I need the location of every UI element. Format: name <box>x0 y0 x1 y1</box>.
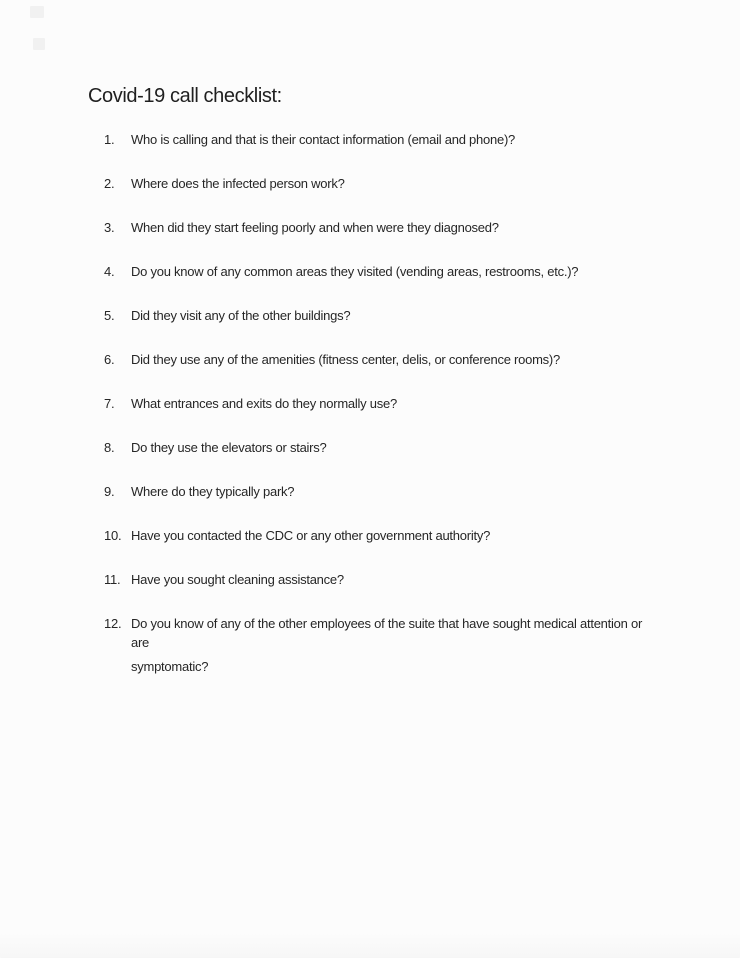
item-number: 3. <box>104 220 115 235</box>
scan-artifact <box>33 38 45 50</box>
item-text: Where does the infected person work? <box>131 176 345 191</box>
item-text: Where do they typically park? <box>131 484 295 499</box>
checklist-item <box>104 438 649 457</box>
checklist <box>104 130 649 701</box>
item-number: 6. <box>104 352 115 367</box>
item-number: 12. <box>104 616 122 631</box>
checklist-item <box>104 570 649 589</box>
item-number: 1. <box>104 132 115 147</box>
checklist-item <box>104 482 649 501</box>
scan-artifact <box>30 6 44 18</box>
item-number: 9. <box>104 484 115 499</box>
page-title: Covid-19 call checklist: <box>88 85 282 107</box>
checklist-item <box>104 174 649 193</box>
item-text: Did they visit any of the other buildings? <box>131 308 351 323</box>
item-number: 10. <box>104 528 122 543</box>
item-text-line: symptomatic? <box>131 659 209 674</box>
item-text-line: Do you know of any of the other employees of the suite that have sought medical attention or are <box>131 616 643 650</box>
item-text: Have you sought cleaning assistance? <box>131 572 344 587</box>
checklist-item <box>104 526 649 545</box>
item-text: Have you contacted the CDC or any other government authority? <box>131 528 491 543</box>
item-number: 4. <box>104 264 115 279</box>
checklist-item <box>104 614 649 676</box>
checklist-item <box>104 218 649 237</box>
item-text <box>131 614 649 676</box>
item-text: Do you know of any common areas they visited (vending areas, restrooms, etc.)? <box>131 264 579 279</box>
item-number: 5. <box>104 308 115 323</box>
item-number: 11. <box>104 572 121 587</box>
checklist-item <box>104 130 649 149</box>
scan-artifact <box>0 932 740 958</box>
checklist-item <box>104 394 649 413</box>
item-text: Did they use any of the amenities (fitness center, delis, or conference rooms)? <box>131 352 560 367</box>
item-text: What entrances and exits do they normally use? <box>131 396 397 411</box>
checklist-item <box>104 350 649 369</box>
item-text: Do they use the elevators or stairs? <box>131 440 327 455</box>
item-text: Who is calling and that is their contact information (email and phone)? <box>131 132 516 147</box>
checklist-item <box>104 262 649 281</box>
item-number: 2. <box>104 176 115 191</box>
item-number: 8. <box>104 440 115 455</box>
item-text: When did they start feeling poorly and when were they diagnosed? <box>131 220 499 235</box>
checklist-item <box>104 306 649 325</box>
item-number: 7. <box>104 396 115 411</box>
